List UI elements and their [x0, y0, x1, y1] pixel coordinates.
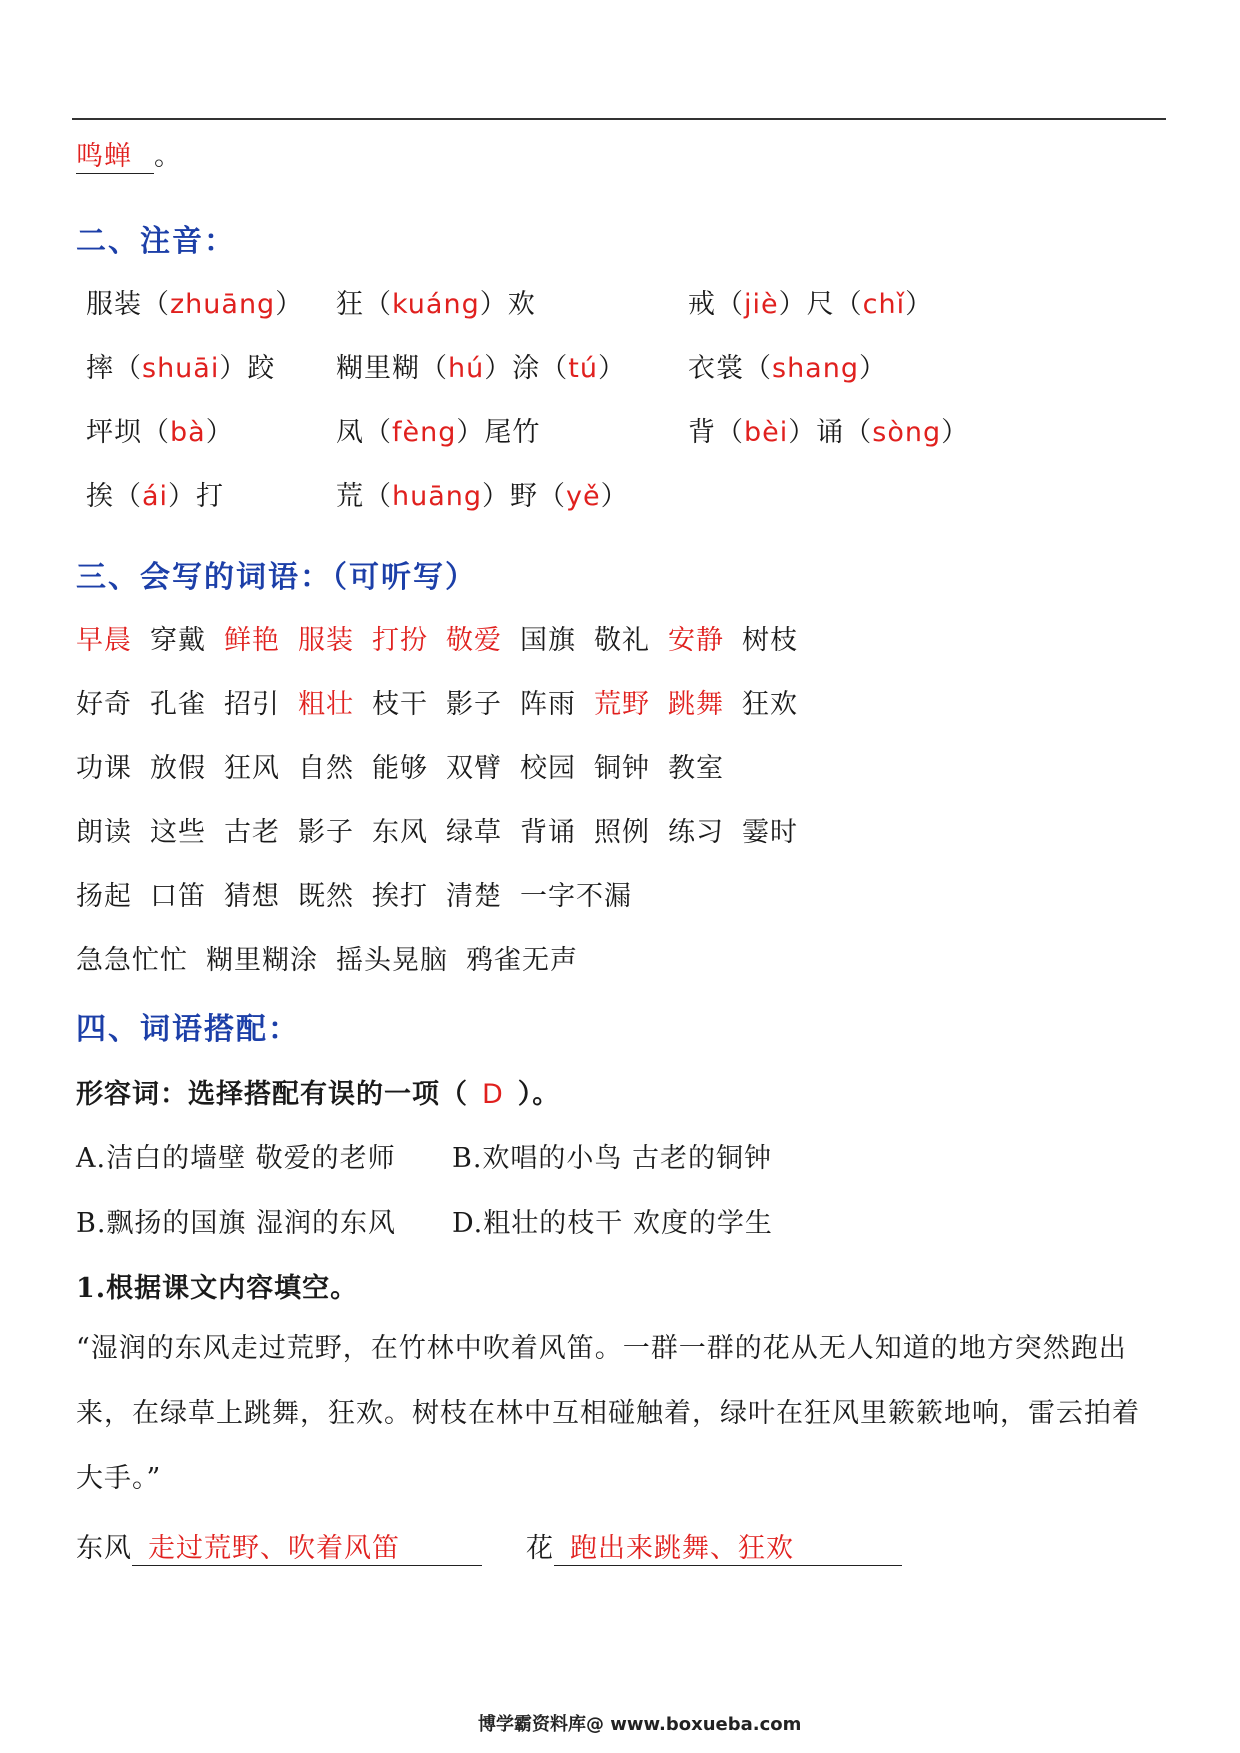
footer-watermark: 博学霸资料库@ www.boxueba.com — [478, 1714, 802, 1735]
pinyin-char: ） — [597, 353, 626, 384]
pinyin-char: ）野（ — [482, 481, 567, 512]
pinyin-char: 戒（ — [688, 289, 744, 320]
vocab-word: 自然 — [298, 753, 354, 784]
word-row — [76, 938, 596, 977]
pinyin-answer: sòng — [872, 417, 942, 448]
pinyin-char: 挨（ — [86, 481, 142, 512]
pinyin-answer: bà — [170, 417, 206, 448]
option-b: B.欢唱的小鸟 古老的铜钟 — [452, 1143, 773, 1174]
word-row — [76, 874, 650, 913]
vocab-word: 荒野 — [594, 689, 650, 720]
vocab-word: 双臂 — [446, 753, 502, 784]
pinyin-char: ）欢 — [479, 289, 536, 320]
question-close: ）。 — [517, 1079, 561, 1110]
vocab-word: 教室 — [668, 753, 724, 784]
fill-answer-flowers: 跑出来跳舞、狂欢 — [554, 1526, 902, 1566]
pinyin-item — [688, 410, 969, 449]
question-text: 形容词：选择搭配有误的一项（ — [76, 1079, 468, 1110]
vocab-word: 铜钟 — [594, 753, 650, 784]
pinyin-char: 荒（ — [336, 481, 392, 512]
vocab-word: 能够 — [372, 753, 428, 784]
vocab-word: 校园 — [520, 753, 576, 784]
top-answer-punct: 。 — [154, 141, 182, 172]
vocab-word: 这些 — [150, 817, 206, 848]
fill-answer-east-wind: 走过荒野、吹着风笛 — [132, 1526, 482, 1566]
vocab-word: 狂风 — [224, 753, 280, 784]
vocab-word: 口笛 — [150, 881, 206, 912]
pinyin-char: ）涂（ — [484, 353, 569, 384]
pinyin-char: 摔（ — [86, 353, 142, 384]
vocab-word: 粗壮 — [298, 689, 354, 720]
pinyin-answer: kuáng — [392, 289, 480, 320]
pinyin-item — [688, 346, 887, 385]
vocab-word: 鸦雀无声 — [466, 945, 578, 976]
pinyin-char: 服装（ — [86, 289, 170, 320]
pinyin-char: ）诵（ — [788, 417, 873, 448]
vocab-word: 狂欢 — [742, 689, 798, 720]
section3-heading: 三、会写的词语：（可听写） — [76, 560, 477, 595]
pinyin-item — [688, 282, 933, 321]
pinyin-char: ） — [600, 481, 629, 512]
word-row — [76, 810, 816, 849]
option-d: D.粗壮的枝干 欢度的学生 — [452, 1208, 773, 1239]
vocab-word: 安静 — [668, 625, 724, 656]
pinyin-item — [336, 474, 629, 513]
pinyin-answer: bèi — [744, 417, 789, 448]
vocab-word: 朗读 — [76, 817, 132, 848]
vocab-word: 打扮 — [372, 625, 428, 656]
pinyin-answer: zhuāng — [170, 289, 276, 320]
pinyin-answer: fèng — [392, 417, 457, 448]
pinyin-char: ） — [858, 353, 887, 384]
word-row — [76, 682, 816, 721]
fill-east-wind — [76, 1526, 482, 1566]
pinyin-answer: shuāi — [142, 353, 220, 384]
vocab-word: 好奇 — [76, 689, 132, 720]
fill-label-flowers: 花 — [526, 1533, 554, 1564]
vocab-word: 鲜艳 — [224, 625, 280, 656]
pinyin-item — [86, 282, 303, 321]
vocab-word: 敬爱 — [446, 625, 502, 656]
vocab-word: 猜想 — [224, 881, 280, 912]
pinyin-char: 背（ — [688, 417, 744, 448]
section4-question — [76, 1072, 560, 1111]
vocab-word: 国旗 — [520, 625, 576, 656]
pinyin-char: ）跤 — [219, 353, 276, 384]
question-answer: D — [482, 1079, 504, 1110]
word-row — [76, 618, 816, 657]
vocab-word: 一字不漏 — [520, 881, 632, 912]
pinyin-answer: jiè — [744, 289, 779, 320]
vocab-word: 古老 — [224, 817, 280, 848]
fill-flowers — [526, 1526, 902, 1566]
passage-paragraph: “湿润的东风走过荒野，在竹林中吹着风笛。一群一群的花从无人知道的地方突然跑出来，在绿草上跳舞，狂欢。树枝在林中互相碰触着，绿叶在狂风里簌簌地响，雷云拍着大手。” — [76, 1333, 1140, 1494]
pinyin-char: ） — [275, 289, 304, 320]
vocab-word: 糊里糊涂 — [206, 945, 318, 976]
pinyin-char: ）打 — [168, 481, 225, 512]
section2-heading: 二、注音： — [76, 224, 236, 259]
vocab-word: 孔雀 — [150, 689, 206, 720]
fill-label-east-wind: 东风 — [76, 1533, 132, 1564]
pinyin-char: 坪坝（ — [86, 417, 170, 448]
vocab-word: 穿戴 — [150, 625, 206, 656]
vocab-word: 霎时 — [742, 817, 798, 848]
pinyin-char: ） — [905, 289, 934, 320]
section4-heading: 四、词语搭配： — [76, 1012, 300, 1047]
vocab-word: 枝干 — [372, 689, 428, 720]
pinyin-item — [86, 410, 234, 449]
pinyin-answer: shang — [772, 353, 859, 384]
pinyin-answer: chǐ — [862, 289, 906, 320]
vocab-word: 挨打 — [372, 881, 428, 912]
pinyin-char: ）尾竹 — [456, 417, 541, 448]
vocab-word: 背诵 — [520, 817, 576, 848]
pinyin-answer: yě — [566, 481, 601, 512]
pinyin-char: 狂（ — [336, 289, 392, 320]
pinyin-char: 衣裳（ — [688, 353, 772, 384]
pinyin-char: 凤（ — [336, 417, 392, 448]
vocab-word: 树枝 — [742, 625, 798, 656]
vocab-word: 影子 — [446, 689, 502, 720]
vocab-word: 扬起 — [76, 881, 132, 912]
pinyin-char: ） — [205, 417, 234, 448]
pinyin-item — [86, 474, 224, 513]
vocab-word: 练习 — [668, 817, 724, 848]
vocab-word: 功课 — [76, 753, 132, 784]
pinyin-answer: huāng — [392, 481, 483, 512]
vocab-word: 早晨 — [76, 625, 132, 656]
vocab-word: 敬礼 — [594, 625, 650, 656]
pinyin-item — [86, 346, 275, 385]
pinyin-item — [336, 346, 626, 385]
pinyin-item — [336, 410, 540, 449]
vocab-word: 放假 — [150, 753, 206, 784]
pinyin-answer: hú — [448, 353, 485, 384]
section5-heading: 1.根据课文内容填空。 — [76, 1273, 359, 1304]
word-row — [76, 746, 742, 785]
pinyin-item — [336, 282, 536, 321]
top-answer-line — [76, 134, 182, 174]
vocab-word: 阵雨 — [520, 689, 576, 720]
pinyin-char: 糊里糊（ — [336, 353, 448, 384]
vocab-word: 影子 — [298, 817, 354, 848]
top-rule — [72, 118, 1166, 120]
vocab-word: 急急忙忙 — [76, 945, 188, 976]
pinyin-char: ）尺（ — [778, 289, 863, 320]
vocab-word: 东风 — [372, 817, 428, 848]
vocab-word: 摇头晃脑 — [336, 945, 448, 976]
vocab-word: 照例 — [594, 817, 650, 848]
vocab-word: 清楚 — [446, 881, 502, 912]
top-answer-word: 鸣蝉 — [76, 134, 154, 174]
pinyin-answer: ái — [142, 481, 169, 512]
vocab-word: 跳舞 — [668, 689, 724, 720]
pinyin-answer: tú — [568, 353, 598, 384]
vocab-word: 招引 — [224, 689, 280, 720]
vocab-word: 服装 — [298, 625, 354, 656]
option-a: A.洁白的墙壁 敬爱的老师 — [76, 1143, 396, 1174]
option-c: B.飘扬的国旗 湿润的东风 — [76, 1208, 397, 1239]
pinyin-char: ） — [941, 417, 970, 448]
vocab-word: 绿草 — [446, 817, 502, 848]
vocab-word: 既然 — [298, 881, 354, 912]
